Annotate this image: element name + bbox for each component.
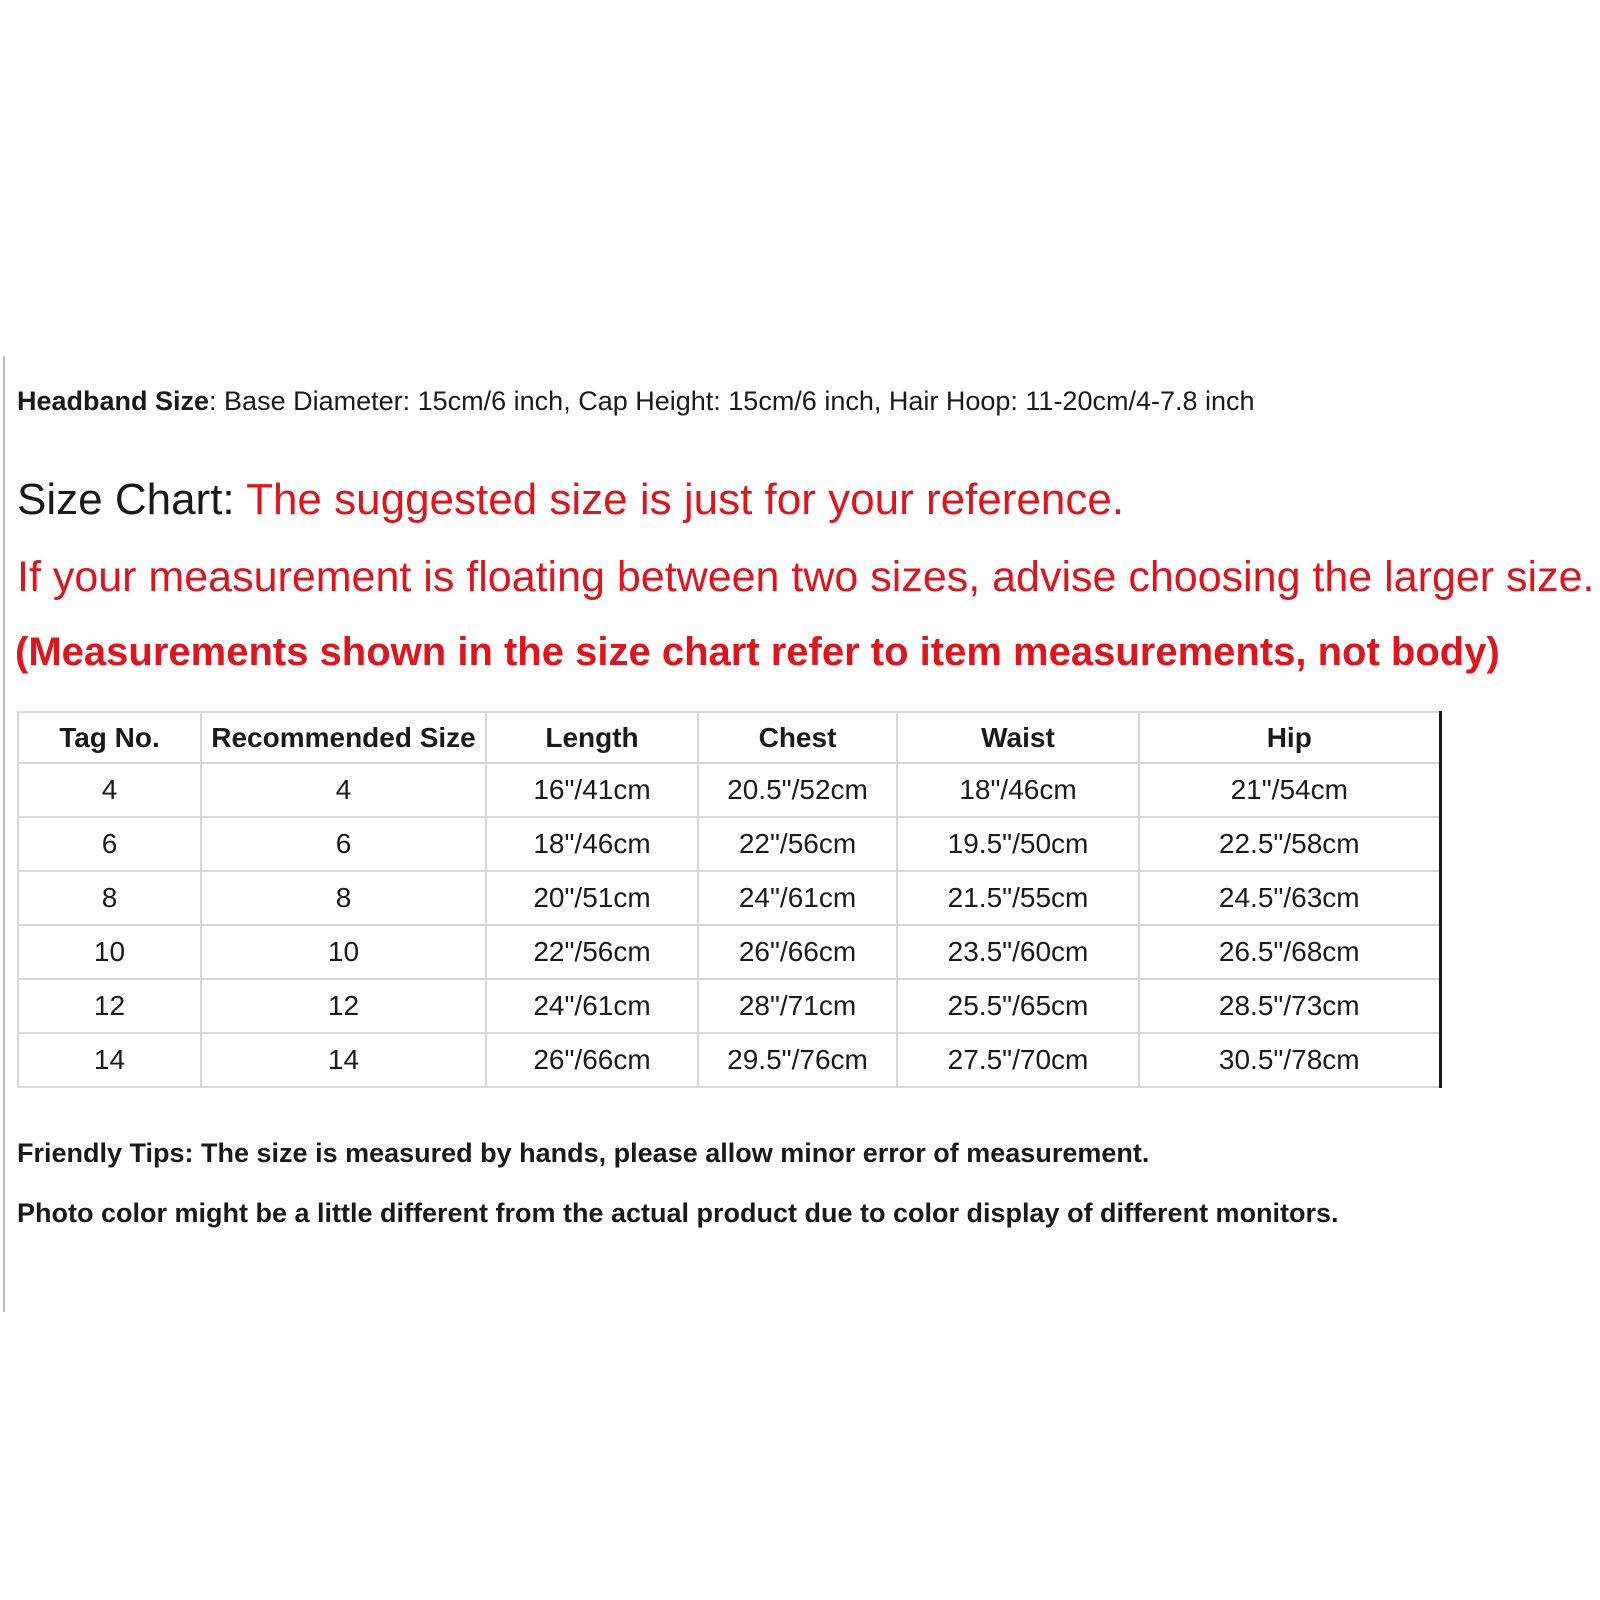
cell-recommended-size: 6 xyxy=(201,817,486,871)
cell-length: 20"/51cm xyxy=(486,871,698,925)
cell-hip: 21"/54cm xyxy=(1139,763,1440,817)
cell-length: 24"/61cm xyxy=(486,979,698,1033)
size-advice: If your measurement is floating between two sizes, advise choosing the larger size. xyxy=(17,553,1595,601)
table-row xyxy=(18,979,1440,1033)
cell-chest: 20.5"/52cm xyxy=(698,763,897,817)
cell-waist: 23.5"/60cm xyxy=(897,925,1139,979)
cell-tag-no: 14 xyxy=(18,1033,201,1087)
cell-recommended-size: 14 xyxy=(201,1033,486,1087)
table-row xyxy=(18,1033,1440,1087)
header-waist: Waist xyxy=(897,712,1139,763)
table-row xyxy=(18,817,1440,871)
cell-chest: 22"/56cm xyxy=(698,817,897,871)
size-chart-reference-note: The suggested size is just for your reference. xyxy=(246,475,1125,524)
size-table xyxy=(17,711,1442,1088)
measurement-note: (Measurements shown in the size chart refer to item measurements, not body) xyxy=(15,630,1500,674)
table-row xyxy=(18,925,1440,979)
cell-waist: 25.5"/65cm xyxy=(897,979,1139,1033)
cell-length: 26"/66cm xyxy=(486,1033,698,1087)
size-chart-separator: : xyxy=(222,475,247,524)
header-tag-no: Tag No. xyxy=(18,712,201,763)
cell-hip: 26.5"/68cm xyxy=(1139,925,1440,979)
cell-waist: 21.5"/55cm xyxy=(897,871,1139,925)
header-hip: Hip xyxy=(1139,712,1440,763)
cell-waist: 19.5"/50cm xyxy=(897,817,1139,871)
size-chart-label: Size Chart xyxy=(17,475,223,524)
cell-tag-no: 10 xyxy=(18,925,201,979)
cell-chest: 24"/61cm xyxy=(698,871,897,925)
cell-hip: 30.5"/78cm xyxy=(1139,1033,1440,1087)
cell-recommended-size: 12 xyxy=(201,979,486,1033)
cell-waist: 18"/46cm xyxy=(897,763,1139,817)
header-length: Length xyxy=(486,712,698,763)
cell-tag-no: 12 xyxy=(18,979,201,1033)
cell-chest: 29.5"/76cm xyxy=(698,1033,897,1087)
cell-hip: 22.5"/58cm xyxy=(1139,817,1440,871)
table-row xyxy=(18,871,1440,925)
photo-color-tip: Photo color might be a little different from the actual product due to color display of different monitors. xyxy=(17,1198,1339,1228)
cell-recommended-size: 10 xyxy=(201,925,486,979)
headband-size-label: Headband Size xyxy=(17,386,210,416)
cell-hip: 24.5"/63cm xyxy=(1139,871,1440,925)
table-header-row xyxy=(18,712,1440,763)
cell-waist: 27.5"/70cm xyxy=(897,1033,1139,1087)
cell-length: 22"/56cm xyxy=(486,925,698,979)
cell-length: 16"/41cm xyxy=(486,763,698,817)
cell-tag-no: 6 xyxy=(18,817,201,871)
header-recommended-size: Recommended Size xyxy=(201,712,486,763)
cell-tag-no: 8 xyxy=(18,871,201,925)
cell-recommended-size: 4 xyxy=(201,763,486,817)
cell-recommended-size: 8 xyxy=(201,871,486,925)
header-chest: Chest xyxy=(698,712,897,763)
cell-chest: 26"/66cm xyxy=(698,925,897,979)
headband-size-line xyxy=(17,386,1255,417)
table-row xyxy=(18,763,1440,817)
cell-length: 18"/46cm xyxy=(486,817,698,871)
left-divider xyxy=(3,356,5,1312)
size-chart-heading xyxy=(17,475,1124,525)
friendly-tip: Friendly Tips: The size is measured by hands, please allow minor error of measurement. xyxy=(17,1138,1150,1168)
cell-tag-no: 4 xyxy=(18,763,201,817)
cell-hip: 28.5"/73cm xyxy=(1139,979,1440,1033)
headband-size-details: : Base Diameter: 15cm/6 inch, Cap Height: 15cm/6 inch, Hair Hoop: 11-20cm/4-7.8 inch xyxy=(209,386,1255,416)
cell-chest: 28"/71cm xyxy=(698,979,897,1033)
